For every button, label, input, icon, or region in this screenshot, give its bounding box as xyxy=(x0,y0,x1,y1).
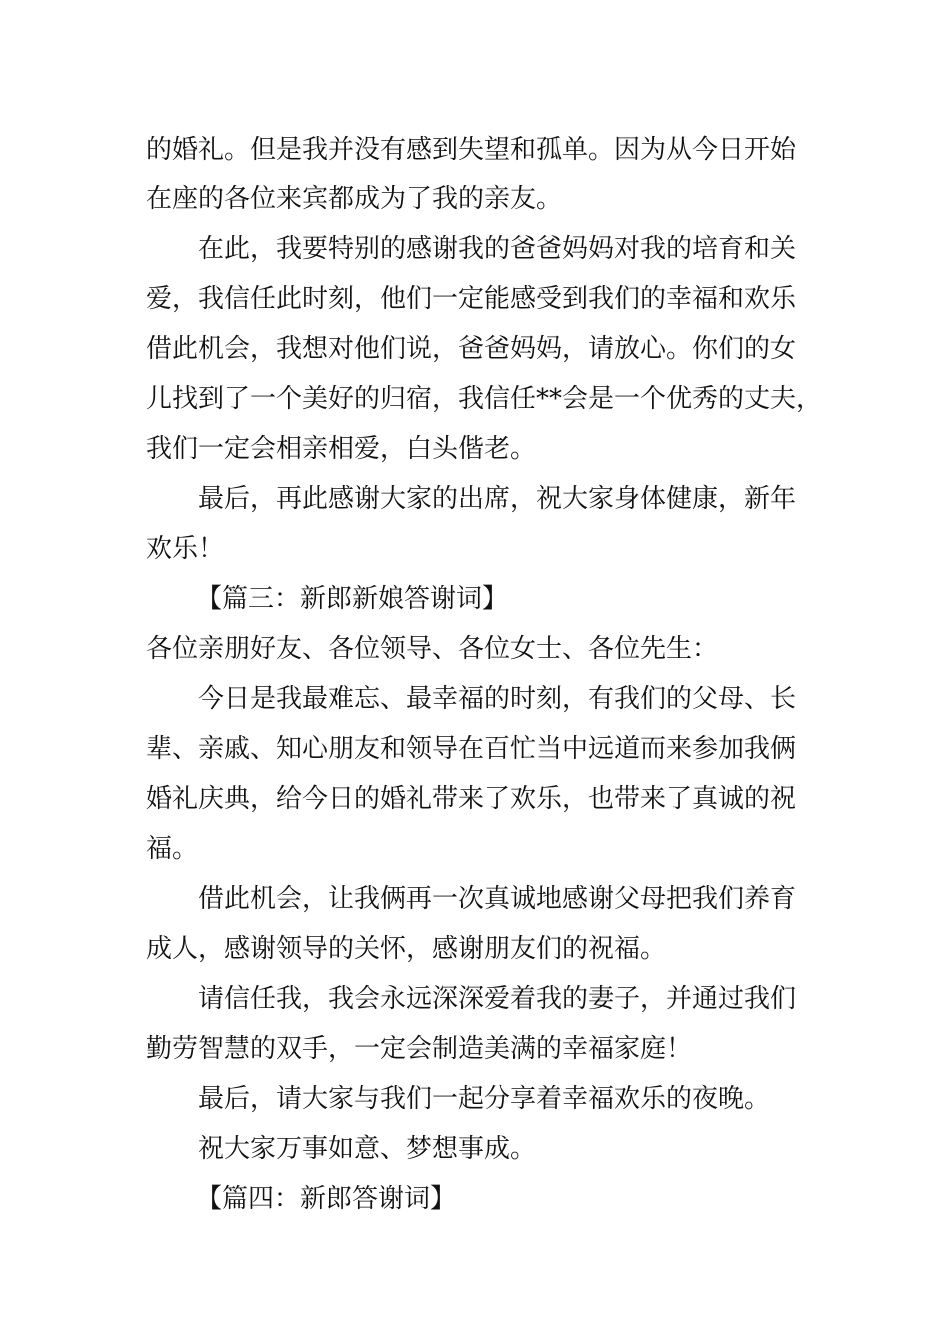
paragraph-line: 爱，我信任此时刻，他们一定能感受到我们的幸福和欢乐 xyxy=(146,284,797,314)
paragraph-line: 今日是我最难忘、最幸福的时刻，有我们的父母、长 xyxy=(198,684,797,714)
paragraph-line: 辈、亲戚、知心朋友和领导在百忙当中远道而来参加我俩 xyxy=(146,734,797,764)
paragraph-line: 儿找到了一个美好的归宿，我信任**会是一个优秀的丈夫， xyxy=(146,384,823,414)
paragraph-line: 在座的各位来宾都成为了我的亲友。 xyxy=(146,184,563,214)
paragraph-line: 我们一定会相亲相爱，白头偕老。 xyxy=(146,434,537,464)
paragraph-line: 借此机会，让我俩再一次真诚地感谢父母把我们养育 xyxy=(198,884,797,914)
salutation-line: 各位亲朋好友、各位领导、各位女士、各位先生： xyxy=(146,634,719,664)
paragraph-line: 借此机会，我想对他们说，爸爸妈妈，请放心。你们的女 xyxy=(146,334,797,364)
paragraph-line: 福。 xyxy=(146,834,199,864)
paragraph-line: 婚礼庆典，给今日的婚礼带来了欢乐，也带来了真诚的祝 xyxy=(146,784,797,814)
paragraph-line: 勤劳智慧的双手，一定会制造美满的幸福家庭！ xyxy=(146,1034,693,1064)
paragraph-line: 在此，我要特别的感谢我的爸爸妈妈对我的培育和关 xyxy=(198,234,797,264)
paragraph-line: 成人，感谢领导的关怀，感谢朋友们的祝福。 xyxy=(146,934,667,964)
paragraph-line: 欢乐！ xyxy=(146,534,225,564)
paragraph-line: 最后，再此感谢大家的出席，祝大家身体健康，新年 xyxy=(198,484,797,514)
section-heading: 【篇四：新郎答谢词】 xyxy=(196,1184,457,1214)
paragraph-line: 的婚礼。但是我并没有感到失望和孤单。因为从今日开始 xyxy=(146,135,797,165)
paragraph-line: 请信任我，我会永远深深爱着我的妻子，并通过我们 xyxy=(198,984,797,1014)
section-heading: 【篇三：新郎新娘答谢词】 xyxy=(196,584,509,614)
paragraph-line: 最后，请大家与我们一起分享着幸福欢乐的夜晚。 xyxy=(198,1084,771,1114)
paragraph-line: 祝大家万事如意、梦想事成。 xyxy=(198,1134,537,1164)
